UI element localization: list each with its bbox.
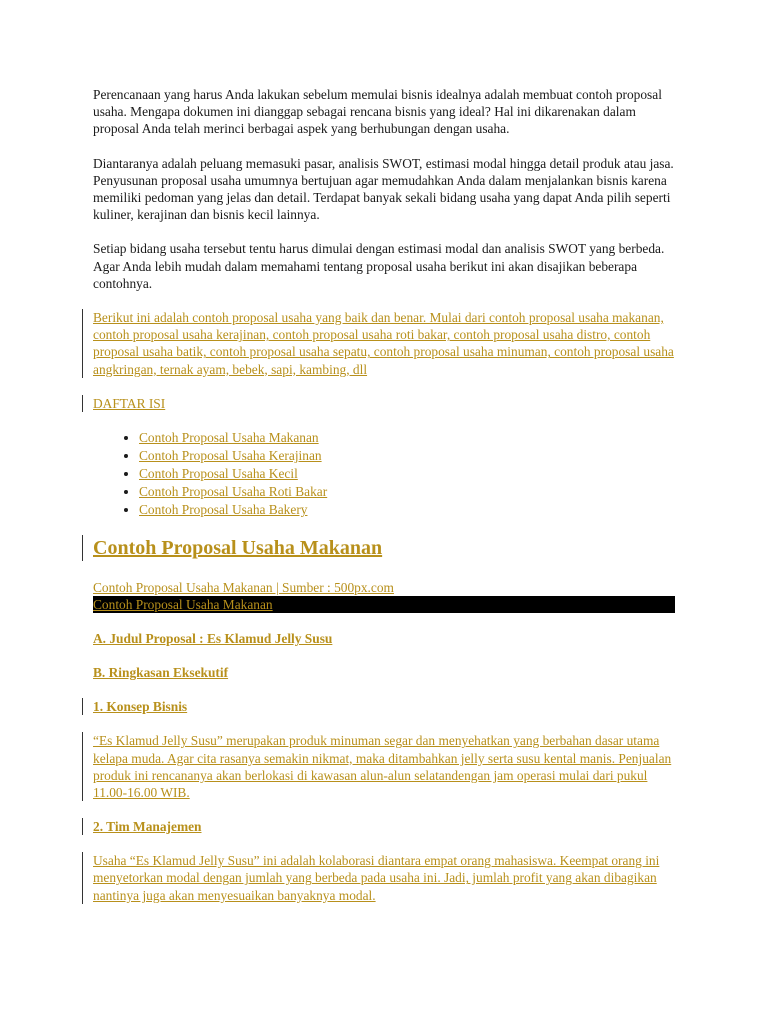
intro-paragraph-3: Setiap bidang usaha tersebut tentu harus dimulai dengan estimasi modal dan analisis SWOT yang berbeda. Agar Anda lebih mudah dalam memahami tentang proposal usaha berikut ini akan disajikan beberapa contohnya. (93, 241, 665, 291)
toc-item (139, 429, 683, 447)
caption-dark-bar (93, 596, 675, 613)
concept-text-link[interactable]: “Es Klamud Jelly Susu” merupakan produk minuman segar dan menyehatkan yang berbahan dasar utama kelapa muda. Agar cita rasanya semakin nikmat, maka ditambahkan jelly serta susu kental manis. Penjualan produk ini rencananya akan berlokasi di kawasan alun-alun selatandengan jam operasi mulai dari pukul 11.00-16.00 WIB. (93, 733, 672, 801)
caption-source-link[interactable]: Contoh Proposal Usaha Makanan | Sumber : 500px.com (93, 580, 394, 596)
toc-item (139, 501, 683, 519)
team-heading-link[interactable]: 2. Tim Manajemen (93, 819, 202, 835)
toc-link-kerajinan[interactable]: Contoh Proposal Usaha Kerajinan (139, 448, 322, 464)
concept-heading-link[interactable]: 1. Konsep Bisnis (93, 699, 188, 715)
article-body (93, 86, 683, 921)
examples-link-paragraph (93, 309, 683, 378)
concept-paragraph (93, 732, 683, 801)
toc-title (93, 395, 683, 412)
toc-item (139, 483, 683, 501)
toc-link-bakery[interactable]: Contoh Proposal Usaha Bakery (139, 502, 308, 518)
team-paragraph (93, 852, 683, 904)
proposal-title (93, 630, 683, 647)
examples-link[interactable]: Berikut ini adalah contoh proposal usaha yang baik dan benar. Mulai dari contoh proposal usaha makanan, contoh proposal usaha kerajinan, contoh proposal usaha roti bakar, contoh proposal usaha distro, contoh proposal usaha batik, contoh proposal usaha sepatu, contoh proposal usaha minuman, contoh proposal usaha angkringan, ternak ayam, bebek, sapi, kambing, dll (93, 310, 674, 377)
toc-item (139, 447, 683, 465)
toc-link-kecil[interactable]: Contoh Proposal Usaha Kecil (139, 466, 298, 482)
toc-link-makanan[interactable]: Contoh Proposal Usaha Makanan (139, 430, 319, 446)
proposal-title-link[interactable]: A. Judul Proposal : Es Klamud Jelly Susu (93, 631, 333, 647)
intro-paragraph-2: Diantaranya adalah peluang memasuki pasar, analisis SWOT, estimasi modal hingga detail produk atau jasa. Penyusunan proposal usaha umumnya bertujuan agar memudahkan Anda dalam menjalankan bisnis karena memiliki pedoman yang jelas dan detail. Terdapat banyak sekali bidang usaha yang dapat Anda pilih seperti kuliner, kerajinan dan bisnis kecil lainnya. (93, 155, 674, 223)
section-heading-link[interactable]: Contoh Proposal Usaha Makanan (93, 537, 383, 560)
image-caption (93, 579, 683, 613)
caption-dark-link[interactable]: Contoh Proposal Usaha Makanan (93, 597, 273, 613)
team-text-link[interactable]: Usaha “Es Klamud Jelly Susu” ini adalah kolaborasi diantara empat orang mahasiswa. Keempat orang ini menyetorkan modal dengan jumlah yang berbeda pada usaha ini. Jadi, jumlah profit yang akan dibagikan nantinya juga akan menyesuaikan banyaknya modal. (93, 853, 660, 903)
toc-item (139, 465, 683, 483)
executive-summary-link[interactable]: B. Ringkasan Eksekutif (93, 665, 229, 681)
team-heading (93, 818, 683, 835)
section-heading (93, 535, 683, 561)
toc-list (93, 429, 683, 519)
executive-summary-heading (93, 664, 683, 681)
toc-title-link[interactable]: DAFTAR ISI (93, 395, 166, 411)
concept-heading (93, 698, 683, 715)
intro-paragraph-1: Perencanaan yang harus Anda lakukan sebelum memulai bisnis idealnya adalah membuat contoh proposal usaha. Mengapa dokumen ini dianggap sebagai rencana bisnis yang ideal? Hal ini dikarenakan dalam proposal Anda telah merinci berbagai aspek yang berhubungan dengan usaha. (93, 87, 662, 137)
toc-link-roti-bakar[interactable]: Contoh Proposal Usaha Roti Bakar (139, 484, 328, 500)
